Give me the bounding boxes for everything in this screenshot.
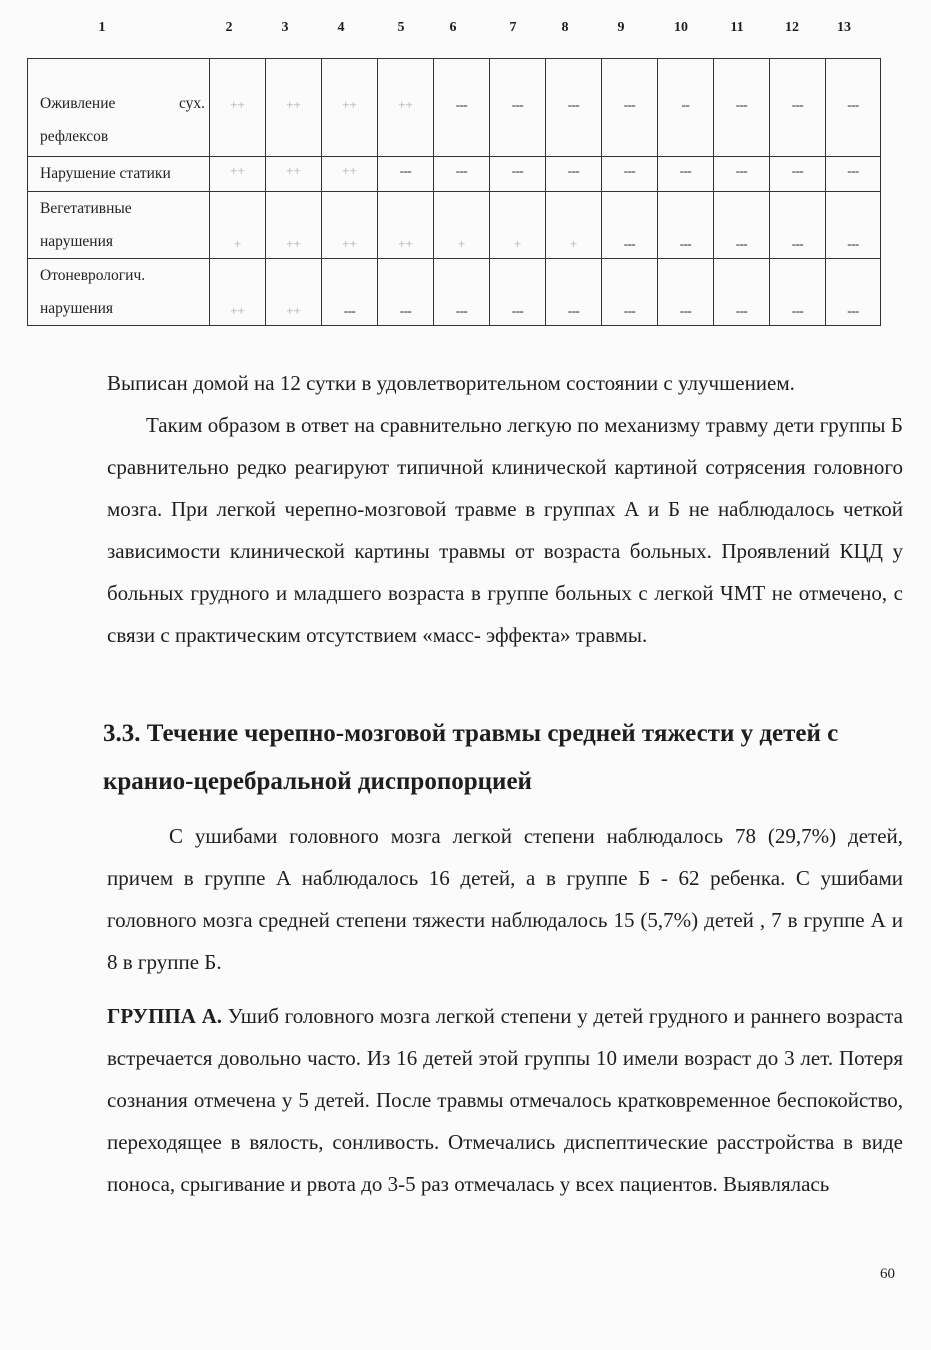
table-cell: ++ [378,192,434,259]
table-cell: ++ [322,192,378,259]
paragraph-group-a [107,995,903,1205]
column-number: 2 [225,20,233,35]
column-number: 4 [337,20,345,35]
paragraph-discharge: Выписан домой на 12 сутки в удовлетворительном состоянии с улучшением. [107,371,795,395]
table-cell: + [546,192,602,259]
page-number: 60 [880,1266,895,1282]
column-number: 9 [617,20,625,35]
table-cell: --- [658,157,714,192]
table-cell: --- [602,192,658,259]
row-label: Вегетативные нарушения [28,192,210,259]
table-cell: ++ [210,157,266,192]
table-cell: ++ [266,259,322,326]
table-row [28,192,881,259]
table-cell: ++ [266,192,322,259]
group-a-text: Ушиб головного мозга легкой степени у детей грудного и раннего возраста встречается довольно часто. Из 16 детей этой группы 10 имели возраст до 3 лет. Потеря сознания отмечена у 5 детей. После травмы отмечалось кратковременное беспокойство, переходящее в вялость, сонливость. Отмечались диспептические расстройства в виде поноса, срыгивание и рвота до 3-5 раз отмечалась у всех пациентов. Выявлялась [107,1004,904,1196]
table-cell: --- [378,157,434,192]
column-number: 1 [98,20,106,35]
table-cell: --- [826,259,881,326]
column-number: 8 [561,20,569,35]
symptom-table [27,58,881,326]
column-number: 6 [449,20,457,35]
table-cell: --- [602,259,658,326]
table-cell: ++ [378,59,434,157]
table-cell: ++ [322,157,378,192]
table-cell: + [490,192,546,259]
table-cell: --- [658,259,714,326]
table-cell: --- [490,259,546,326]
column-number: 11 [730,20,744,35]
table-cell: --- [826,59,881,157]
group-a-label: ГРУППА А. [107,1004,223,1028]
column-number: 5 [397,20,405,35]
table-cell: ++ [266,157,322,192]
table-cell: --- [602,157,658,192]
table-cell: --- [658,192,714,259]
table-cell: --- [434,157,490,192]
row-label: Оживление сух. рефлексов [28,59,210,157]
text-block-1 [107,362,903,656]
paragraph-conclusion: Таким образом в ответ на сравнительно легкую по механизму травму дети группы Б сравнительно редко реагируют типичной клинической картиной сотрясения головного мозга. При легкой черепно-мозговой травме в группах А и Б не наблюдалось четкой зависимости клинической картины травмы от возраста больных. Проявлений КЦД у больных грудного и младшего возраста в группе больных с легкой ЧМТ не отмечено, с связи с практическим отсутствием «масс- эффекта» травмы. [107,413,903,647]
table-cell: --- [602,59,658,157]
table-cell: ++ [210,59,266,157]
table-cell: --- [714,259,770,326]
column-numbers [0,20,931,40]
table-cell: --- [770,157,826,192]
column-number: 7 [509,20,517,35]
column-number: 3 [281,20,289,35]
table-cell: --- [434,259,490,326]
table-cell: --- [714,157,770,192]
table-cell: ++ [322,59,378,157]
table-cell: --- [434,59,490,157]
table-cell: --- [714,59,770,157]
table-row [28,59,881,157]
paragraph-contusion-stats: С ушибами головного мозга легкой степени наблюдалось 78 (29,7%) детей, причем в группе А наблюдалось 16 детей, а в группе Б - 62 ребенка. С ушибами головного мозга средней степени тяжести наблюдалось 15 (5,7%) детей , 7 в группе А и 8 в группе Б. [107,824,903,974]
table-cell: --- [378,259,434,326]
table-cell: --- [490,157,546,192]
table-cell: --- [770,192,826,259]
table-cell: --- [546,259,602,326]
table-cell: --- [770,59,826,157]
table-cell: --- [546,157,602,192]
column-number: 13 [837,20,851,35]
row-label: Отоневрологич. нарушения [28,259,210,326]
text-block-2 [107,815,903,983]
table-cell: --- [770,259,826,326]
table-cell: ++ [266,59,322,157]
table-cell: --- [714,192,770,259]
table-cell: --- [826,192,881,259]
table-cell: --- [546,59,602,157]
table-cell: --- [322,259,378,326]
table-cell: + [434,192,490,259]
table-cell: ++ [210,259,266,326]
table-row [28,157,881,192]
text-block-3 [107,995,903,1205]
section-heading: 3.3. Течение черепно-мозговой травмы средней тяжести у детей с кранио-церебральной диспропорцией [103,720,839,795]
table-cell: -- [658,59,714,157]
column-number: 12 [785,20,799,35]
table-row [28,259,881,326]
table-cell: --- [490,59,546,157]
row-label: Нарушение статики [28,157,210,192]
table-cell: --- [826,157,881,192]
column-number: 10 [674,20,688,35]
table-cell: + [210,192,266,259]
